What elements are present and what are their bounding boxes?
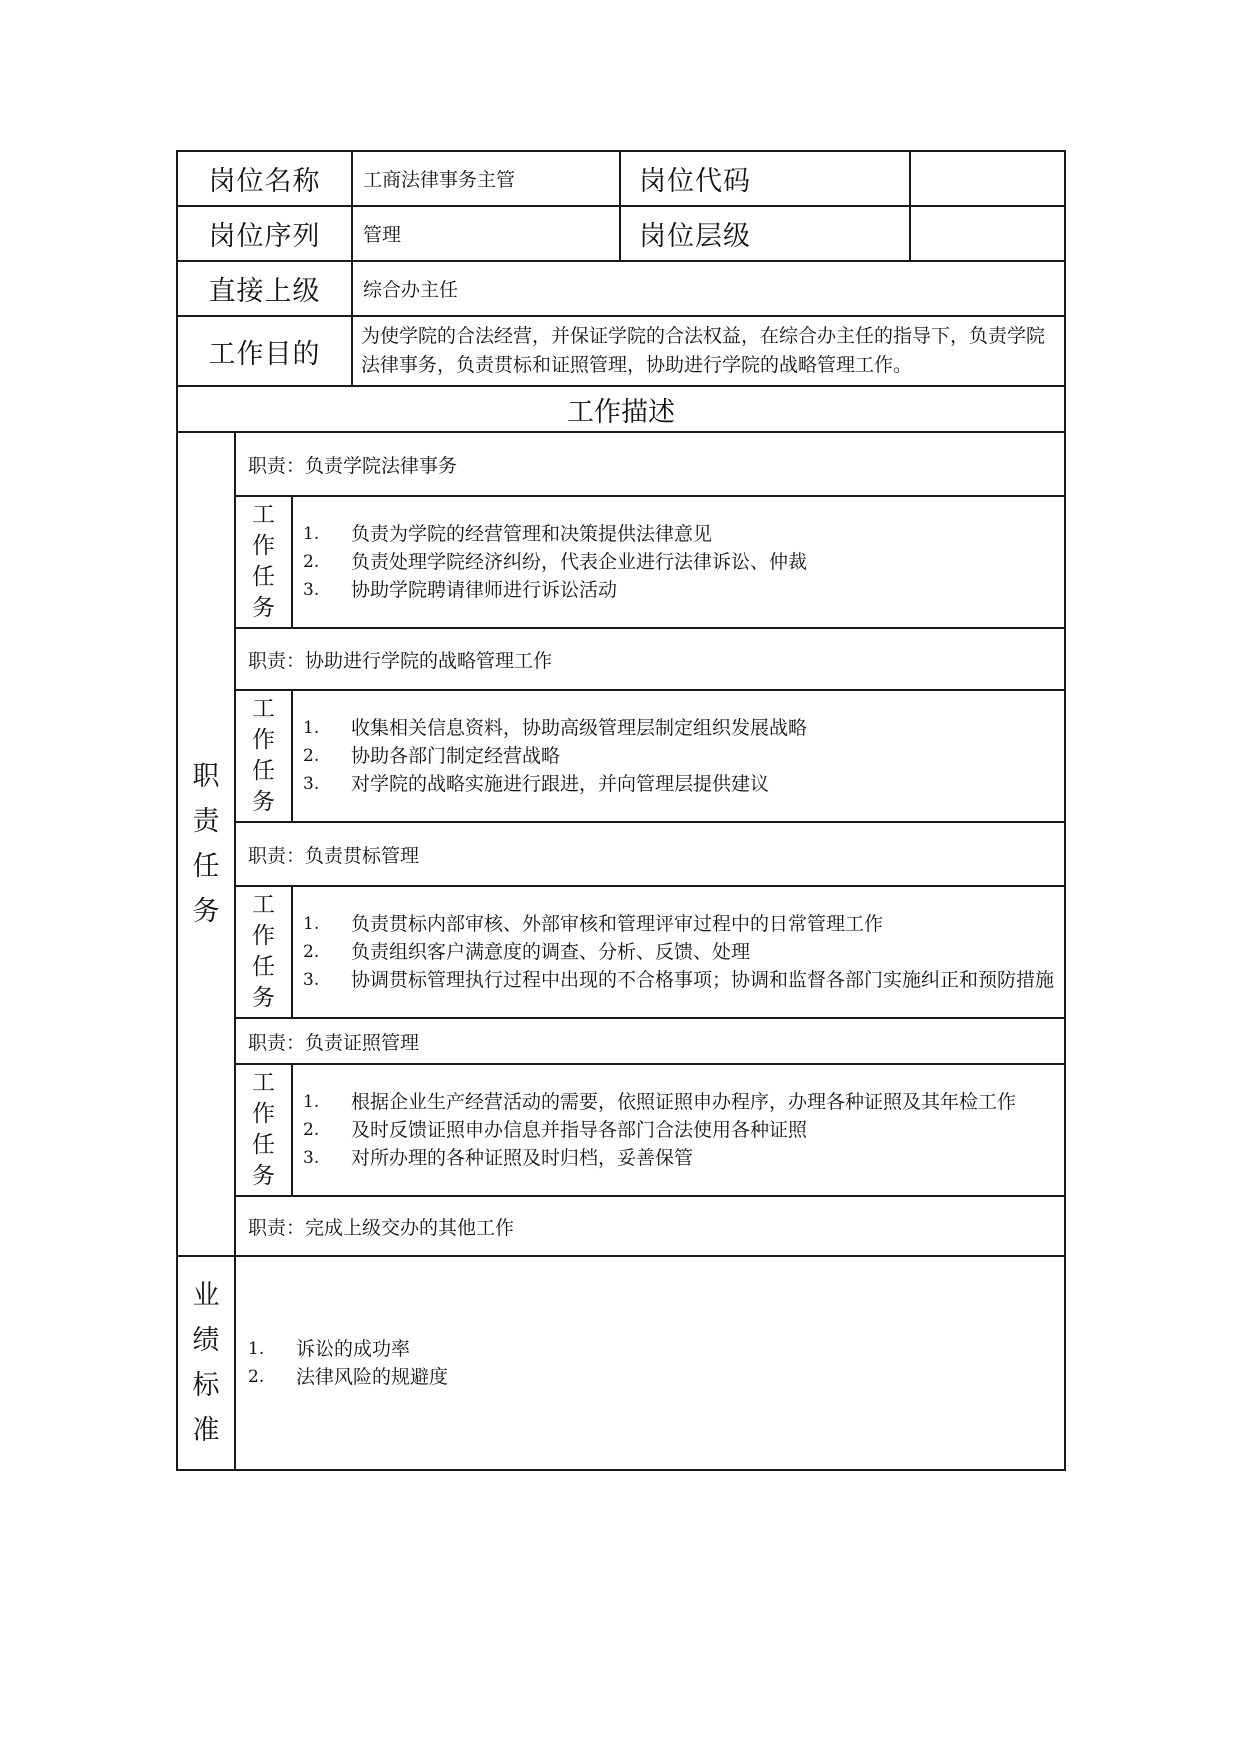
direct-superior-label: 直接上级 — [177, 261, 352, 316]
job-description-table — [176, 150, 1066, 1471]
task-list — [293, 710, 1064, 802]
work-purpose-label: 工作目的 — [177, 316, 352, 386]
task-list — [293, 1084, 1064, 1176]
task-list-cell — [292, 1064, 1065, 1196]
duties-label: 职 责 任 务 — [177, 432, 235, 1256]
performance-standards — [235, 1256, 1065, 1470]
task-item: 2. 及时反馈证照申办信息并指导各部门合法使用各种证照 — [303, 1119, 808, 1141]
task-item: 1. 负责为学院的经营管理和决策提供法律意见 — [303, 523, 713, 545]
performance-list — [248, 1335, 1064, 1391]
performance-item: 1. 诉讼的成功率 — [248, 1338, 411, 1360]
work-purpose-value: 为使学院的合法经营，并保证学院的合法权益，在综合办主任的指导下，负责学院法律事务，负责贯标和证照管理，协助进行学院的战略管理工作。 — [352, 316, 1065, 386]
task-label: 工 作 任 务 — [235, 690, 292, 822]
direct-superior-value: 综合办主任 — [352, 261, 1065, 316]
duty-title: 职责：负责学院法律事务 — [235, 432, 1065, 496]
position-series-value: 管理 — [352, 206, 620, 261]
position-code-value — [910, 151, 1065, 206]
position-name-value: 工商法律事务主管 — [352, 151, 620, 206]
task-item: 2. 负责组织客户满意度的调查、分析、反馈、处理 — [303, 941, 751, 963]
task-item: 3. 对学院的战略实施进行跟进，并向管理层提供建议 — [303, 773, 770, 795]
task-list-cell — [292, 886, 1065, 1018]
duty-title: 职责：协助进行学院的战略管理工作 — [235, 628, 1065, 690]
task-label: 工 作 任 务 — [235, 886, 292, 1018]
task-item: 1. 负责贯标内部审核、外部审核和管理评审过程中的日常管理工作 — [303, 913, 884, 935]
duty-title: 职责：负责贯标管理 — [235, 822, 1065, 886]
position-series-label: 岗位序列 — [177, 206, 352, 261]
task-label: 工 作 任 务 — [235, 1064, 292, 1196]
task-list — [293, 516, 1064, 608]
work-description-title: 工作描述 — [177, 386, 1065, 432]
task-item: 3. 对所办理的各种证照及时归档，妥善保管 — [303, 1147, 694, 1169]
task-list-cell — [292, 496, 1065, 628]
task-list — [293, 906, 1064, 998]
performance-label: 业 绩 标 准 — [177, 1256, 235, 1470]
performance-item: 2. 法律风险的规避度 — [248, 1366, 449, 1388]
task-label: 工 作 任 务 — [235, 496, 292, 628]
position-name-label: 岗位名称 — [177, 151, 352, 206]
position-code-label: 岗位代码 — [620, 151, 910, 206]
duty-title: 职责：完成上级交办的其他工作 — [235, 1196, 1065, 1256]
job-description-document — [176, 150, 1064, 1471]
task-item: 1. 根据企业生产经营活动的需要，依照证照申办程序，办理各种证照及其年检工作 — [303, 1091, 1017, 1113]
task-list-cell — [292, 690, 1065, 822]
position-level-label: 岗位层级 — [620, 206, 910, 261]
task-item: 1. 收集相关信息资料，协助高级管理层制定组织发展战略 — [303, 717, 808, 739]
task-item: 2. 协助各部门制定经营战略 — [303, 745, 561, 767]
duty-title: 职责：负责证照管理 — [235, 1018, 1065, 1064]
task-item: 2. 负责处理学院经济纠纷，代表企业进行法律诉讼、仲裁 — [303, 551, 808, 573]
task-item: 3. 协调贯标管理执行过程中出现的不合格事项；协调和监督各部门实施纠正和预防措施 — [303, 969, 1055, 991]
position-level-value — [910, 206, 1065, 261]
task-item: 3. 协助学院聘请律师进行诉讼活动 — [303, 579, 618, 601]
